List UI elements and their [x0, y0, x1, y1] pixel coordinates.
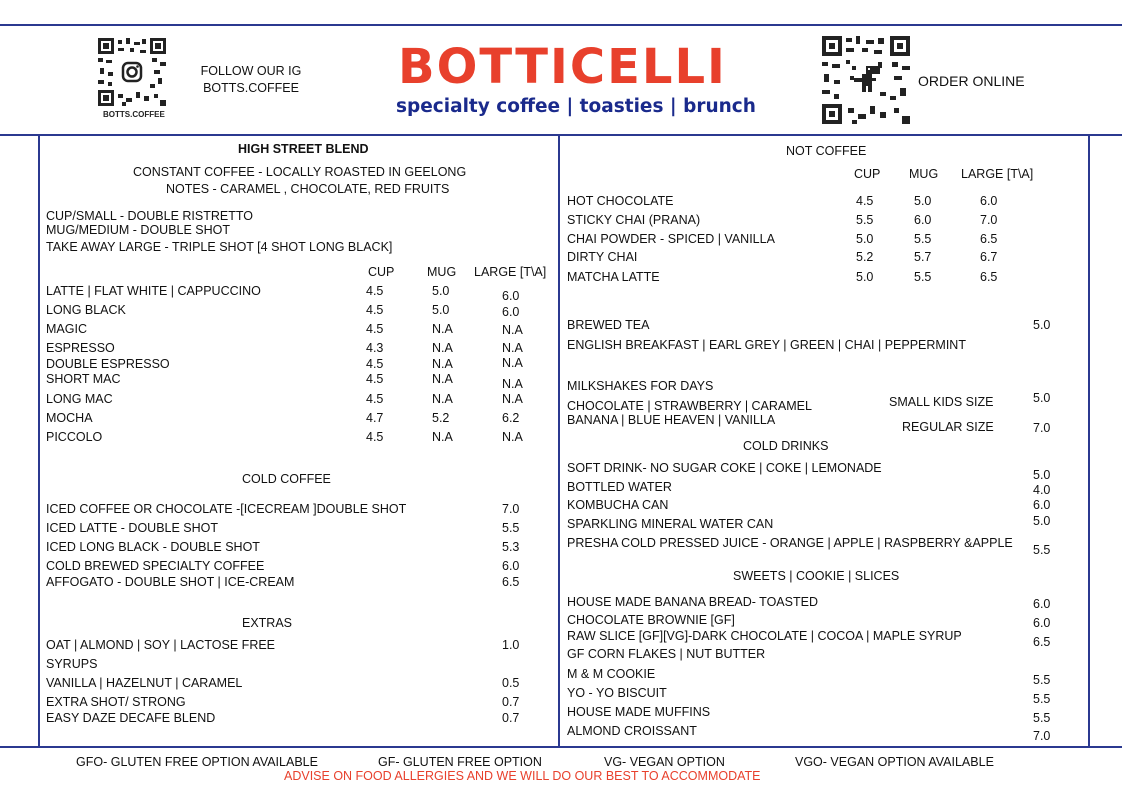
- cold-coffee-item-price: 6.0: [502, 559, 520, 573]
- not-coffee-item-mug-price: 5.5: [914, 232, 932, 246]
- cold-coffee-item-name: ICED COFFEE OR CHOCOLATE -[ICECREAM ]DOUBLE SHOT: [46, 502, 407, 516]
- coffee-item-cup-price: 4.5: [366, 303, 384, 317]
- milkshakes-flavours-2: BANANA | BLUE HEAVEN | VANILLA: [567, 413, 776, 427]
- sweet-item-name: HOUSE MADE BANANA BREAD- TOASTED: [567, 595, 818, 609]
- not-coffee-item-mug-price: 6.0: [914, 213, 932, 227]
- nc-col-cup: CUP: [854, 167, 881, 181]
- sweets-title: SWEETS | COOKIE | SLICES: [733, 569, 900, 583]
- coffee-item-large-price: 6.0: [502, 305, 520, 319]
- not-coffee-item-name: HOT CHOCOLATE: [567, 194, 674, 208]
- coffee-item-cup-price: 4.5: [366, 430, 384, 444]
- cold-drink-item-price: 5.0: [1033, 514, 1051, 528]
- extra-item-price: 0.5: [502, 676, 520, 690]
- not-coffee-item-mug-price: 5.0: [914, 194, 932, 208]
- header-bottom-rule: [0, 134, 1122, 136]
- coffee-item-mug-price: N.A: [432, 322, 453, 336]
- coffee-item-large-price: N.A: [502, 323, 523, 337]
- coffee-item-cup-price: 4.3: [366, 341, 384, 355]
- order-online-qr-code[interactable]: [822, 36, 910, 124]
- cold-drink-item-price: 6.0: [1033, 498, 1051, 512]
- coffee-item-name: DOUBLE ESPRESSO: [46, 357, 170, 371]
- legend-gf: GF- GLUTEN FREE OPTION: [378, 755, 542, 769]
- not-coffee-title: NOT COFFEE: [786, 144, 867, 158]
- col-large: LARGE [T\A]: [474, 265, 547, 279]
- legend-vg: VG- VEGAN OPTION: [604, 755, 725, 769]
- coffee-item-name: LONG BLACK: [46, 303, 126, 317]
- brewed-tea-list: ENGLISH BREAKFAST | EARL GREY | GREEN | CHAI | PEPPERMINT: [567, 338, 966, 352]
- sweet-item-price: 6.5: [1033, 635, 1051, 649]
- sweet-item-price: 5.5: [1033, 692, 1051, 706]
- cold-coffee-item-price: 6.5: [502, 575, 520, 589]
- shake-size-small-price: 5.0: [1033, 391, 1051, 405]
- cold-coffee-item-name: AFFOGATO - DOUBLE SHOT | ICE-CREAM: [46, 575, 295, 589]
- order-online-label[interactable]: ORDER ONLINE: [918, 73, 1025, 89]
- left-column-rule: [38, 136, 40, 746]
- center-column-rule: [558, 136, 560, 746]
- cold-coffee-item-price: 5.5: [502, 521, 520, 535]
- coffee-item-mug-price: N.A: [432, 372, 453, 386]
- sweet-item-name: HOUSE MADE MUFFINS: [567, 705, 711, 719]
- coffee-item-mug-price: 5.0: [432, 303, 450, 317]
- nc-col-mug: MUG: [909, 167, 939, 181]
- coffee-item-large-price: N.A: [502, 392, 523, 406]
- header-top-rule: [0, 24, 1122, 26]
- blend-title: HIGH STREET BLEND: [238, 142, 369, 156]
- cold-drinks-title: COLD DRINKS: [743, 439, 829, 453]
- coffee-item-cup-price: 4.5: [366, 392, 384, 406]
- size-large: TAKE AWAY LARGE - TRIPLE SHOT [4 SHOT LONG BLACK]: [46, 240, 393, 254]
- legend-gfo: GFO- GLUTEN FREE OPTION AVAILABLE: [76, 755, 318, 769]
- coffee-item-name: SHORT MAC: [46, 372, 121, 386]
- coffee-item-mug-price: N.A: [432, 341, 453, 355]
- cold-drink-item-name: KOMBUCHA CAN: [567, 498, 669, 512]
- col-cup: CUP: [368, 265, 395, 279]
- coffee-item-name: LONG MAC: [46, 392, 113, 406]
- cold-coffee-item-name: COLD BREWED SPECIALTY COFFEE: [46, 559, 265, 573]
- allergy-notice: ADVISE ON FOOD ALLERGIES AND WE WILL DO OUR BEST TO ACCOMMODATE: [284, 769, 761, 783]
- cold-drink-item-name: SPARKLING MINERAL WATER CAN: [567, 517, 774, 531]
- size-cup: CUP/SMALL - DOUBLE RISTRETTO: [46, 209, 253, 223]
- cold-drink-item-name: PRESHA COLD PRESSED JUICE - ORANGE | APPLE | RASPBERRY &APPLE: [567, 536, 1013, 550]
- coffee-item-name: MOCHA: [46, 411, 93, 425]
- right-column-rule: [1088, 136, 1090, 746]
- coffee-item-mug-price: 5.2: [432, 411, 450, 425]
- coffee-item-mug-price: 5.0: [432, 284, 450, 298]
- not-coffee-item-cup-price: 4.5: [856, 194, 874, 208]
- coffee-item-mug-price: N.A: [432, 430, 453, 444]
- extra-item-name: EXTRA SHOT/ STRONG: [46, 695, 186, 709]
- sweet-item-name: CHOCOLATE BROWNIE [GF]: [567, 613, 735, 627]
- extra-item-price: 0.7: [502, 711, 520, 725]
- sweet-item-name: YO - YO BISCUIT: [567, 686, 667, 700]
- sweet-item-name: GF CORN FLAKES | NUT BUTTER: [567, 647, 766, 661]
- not-coffee-item-mug-price: 5.7: [914, 250, 932, 264]
- coffee-item-mug-price: N.A: [432, 392, 453, 406]
- coffee-item-mug-price: N.A: [432, 357, 453, 371]
- cold-drink-item-price: 4.0: [1033, 483, 1051, 497]
- extra-item-price: 0.7: [502, 695, 520, 709]
- milk-options: OAT | ALMOND | SOY | LACTOSE FREE: [46, 638, 276, 652]
- coffee-item-cup-price: 4.5: [366, 357, 384, 371]
- not-coffee-item-large-price: 6.5: [980, 270, 998, 284]
- cold-coffee-item-name: ICED LATTE - DOUBLE SHOT: [46, 521, 219, 535]
- not-coffee-item-large-price: 7.0: [980, 213, 998, 227]
- not-coffee-item-mug-price: 5.5: [914, 270, 932, 284]
- sweet-item-name: RAW SLICE [GF][VG]-DARK CHOCOLATE | COCOA | MAPLE SYRUP: [567, 629, 962, 643]
- extras-title: EXTRAS: [242, 616, 293, 630]
- not-coffee-item-cup-price: 5.0: [856, 232, 874, 246]
- legend-vgo: VGO- VEGAN OPTION AVAILABLE: [795, 755, 994, 769]
- shake-size-regular: REGULAR SIZE: [902, 420, 994, 434]
- sweet-item-price: 7.0: [1033, 729, 1051, 743]
- sweet-item-name: ALMOND CROISSANT: [567, 724, 697, 738]
- cold-drink-item-name: BOTTLED WATER: [567, 480, 672, 494]
- coffee-item-large-price: 6.2: [502, 411, 520, 425]
- blend-origin: CONSTANT COFFEE - LOCALLY ROASTED IN GEELONG: [133, 165, 467, 179]
- cold-coffee-item-price: 7.0: [502, 502, 520, 516]
- not-coffee-item-cup-price: 5.5: [856, 213, 874, 227]
- cold-coffee-title: COLD COFFEE: [242, 472, 331, 486]
- sweet-item-price: 6.0: [1033, 616, 1051, 630]
- brand-logo-text: BOTTICELLI: [398, 39, 727, 95]
- not-coffee-item-name: MATCHA LATTE: [567, 270, 660, 284]
- not-coffee-item-name: STICKY CHAI (PRANA): [567, 213, 701, 227]
- coffee-item-cup-price: 4.5: [366, 372, 384, 386]
- not-coffee-item-large-price: 6.7: [980, 250, 998, 264]
- footer-top-rule: [0, 746, 1122, 748]
- cold-drink-item-name: SOFT DRINK- NO SUGAR COKE | COKE | LEMONADE: [567, 461, 882, 475]
- coffee-item-name: LATTE | FLAT WHITE | CAPPUCCINO: [46, 284, 261, 298]
- not-coffee-item-name: CHAI POWDER - SPICED | VANILLA: [567, 232, 775, 246]
- not-coffee-item-large-price: 6.0: [980, 194, 998, 208]
- sweet-item-name: M & M COOKIE: [567, 667, 656, 681]
- size-mug: MUG/MEDIUM - DOUBLE SHOT: [46, 223, 231, 237]
- extra-item-name: VANILLA | HAZELNUT | CARAMEL: [46, 676, 243, 690]
- qr-caption: BOTTS.COFFEE: [103, 110, 165, 119]
- coffee-item-large-price: N.A: [502, 377, 523, 391]
- coffee-item-cup-price: 4.5: [366, 284, 384, 298]
- ig-handle[interactable]: BOTTS.COFFEE: [203, 81, 299, 95]
- not-coffee-item-cup-price: 5.2: [856, 250, 874, 264]
- instagram-qr-code[interactable]: [98, 38, 166, 106]
- coffee-item-name: ESPRESSO: [46, 341, 115, 355]
- shake-size-regular-price: 7.0: [1033, 421, 1051, 435]
- milkshakes-title: MILKSHAKES FOR DAYS: [567, 379, 714, 393]
- milkshakes-flavours-1: CHOCOLATE | STRAWBERRY | CARAMEL: [567, 399, 812, 413]
- coffee-item-cup-price: 4.5: [366, 322, 384, 336]
- coffee-item-name: MAGIC: [46, 322, 87, 336]
- cold-drink-item-price: 5.0: [1033, 468, 1051, 482]
- not-coffee-item-cup-price: 5.0: [856, 270, 874, 284]
- sweet-item-price: 5.5: [1033, 711, 1051, 725]
- syrups-label: SYRUPS: [46, 657, 98, 671]
- cold-coffee-item-price: 5.3: [502, 540, 520, 554]
- not-coffee-item-name: DIRTY CHAI: [567, 250, 638, 264]
- shake-size-small: SMALL KIDS SIZE: [889, 395, 994, 409]
- sweet-item-price: 5.5: [1033, 673, 1051, 687]
- blend-notes: NOTES - CARAMEL , CHOCOLATE, RED FRUITS: [166, 182, 450, 196]
- cold-drink-item-price: 5.5: [1033, 543, 1051, 557]
- brewed-tea-title: BREWED TEA: [567, 318, 650, 332]
- col-mug: MUG: [427, 265, 457, 279]
- coffee-item-large-price: N.A: [502, 430, 523, 444]
- follow-ig-label: FOLLOW OUR IG: [200, 64, 302, 78]
- coffee-item-large-price: 6.0: [502, 289, 520, 303]
- sweet-item-price: 6.0: [1033, 597, 1051, 611]
- coffee-item-name: PICCOLO: [46, 430, 103, 444]
- brewed-tea-price: 5.0: [1033, 318, 1051, 332]
- brand-tagline: specialty coffee | toasties | brunch: [396, 96, 756, 117]
- coffee-item-cup-price: 4.7: [366, 411, 384, 425]
- coffee-item-large-price: N.A: [502, 356, 523, 370]
- cold-coffee-item-name: ICED LONG BLACK - DOUBLE SHOT: [46, 540, 260, 554]
- coffee-item-large-price: N.A: [502, 341, 523, 355]
- not-coffee-item-large-price: 6.5: [980, 232, 998, 246]
- milk-price: 1.0: [502, 638, 520, 652]
- extra-item-name: EASY DAZE DECAFE BLEND: [46, 711, 216, 725]
- nc-col-large: LARGE [T\A]: [961, 167, 1034, 181]
